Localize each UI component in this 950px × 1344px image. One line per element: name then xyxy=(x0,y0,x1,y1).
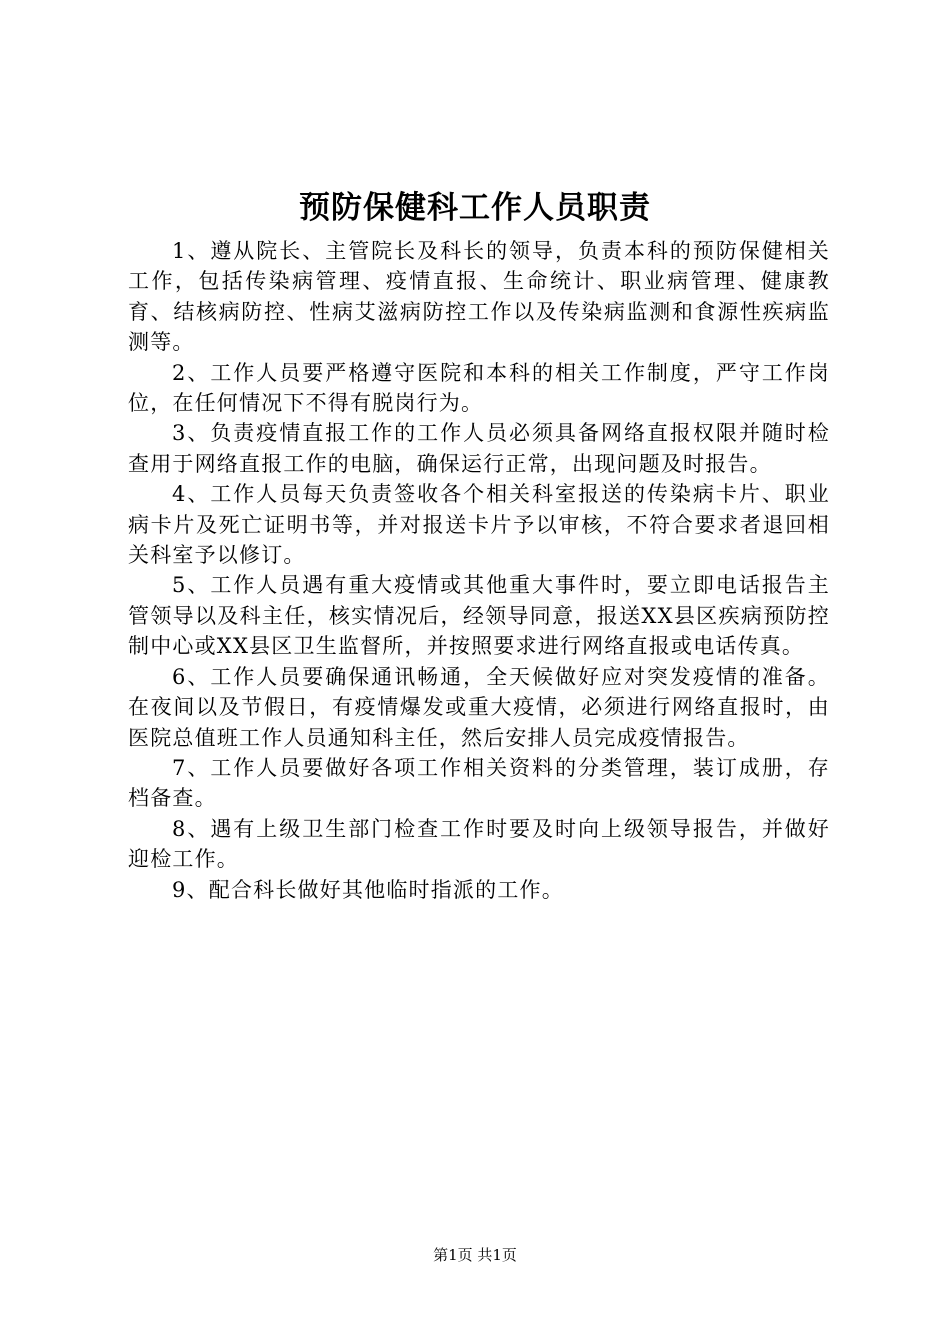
duty-item-6: 6、工作人员要确保通讯畅通，全天候做好应对突发疫情的准备。在夜间以及节假日，有疫情爆发或重大疫情，必须进行网络直报时，由医院总值班工作人员通知科主任，然后安排人员完成疫情报告。 xyxy=(128,664,830,750)
page-number-footer: 第1页 共1页 xyxy=(433,1246,517,1264)
duty-item-8: 8、遇有上级卫生部门检查工作时要及时向上级领导报告，并做好迎检工作。 xyxy=(128,816,830,872)
duty-item-4: 4、工作人员每天负责签收各个相关科室报送的传染病卡片、职业病卡片及死亡证明书等，并对报送卡片予以审核，不符合要求者退回相关科室予以修订。 xyxy=(128,482,830,568)
duty-item-9: 9、配合科长做好其他临时指派的工作。 xyxy=(172,877,564,902)
duty-item-1: 1、遵从院长、主管院长及科长的领导，负责本科的预防保健相关工作，包括传染病管理、疫情直报、生命统计、职业病管理、健康教育、结核病防控、性病艾滋病防控工作以及传染病监测和食源性疾病监测等。 xyxy=(128,239,830,355)
duty-item-7: 7、工作人员要做好各项工作相关资料的分类管理，装订成册，存档备查。 xyxy=(128,755,830,811)
document-body xyxy=(128,236,830,905)
document-title: 预防保健科工作人员职责 xyxy=(299,190,651,226)
duty-item-2: 2、工作人员要严格遵守医院和本科的相关工作制度，严守工作岗位，在任何情况下不得有脱岗行为。 xyxy=(128,360,830,416)
duty-item-3: 3、负责疫情直报工作的工作人员必须具备网络直报权限并随时检查用于网络直报工作的电脑，确保运行正常，出现问题及时报告。 xyxy=(128,421,830,476)
duty-item-5: 5、工作人员遇有重大疫情或其他重大事件时，要立即电话报告主管领导以及科主任，核实情况后，经领导同意，报送XX县区疾病预防控制中心或XX县区卫生监督所，并按照要求进行网络直报或电话传真。 xyxy=(128,573,830,659)
